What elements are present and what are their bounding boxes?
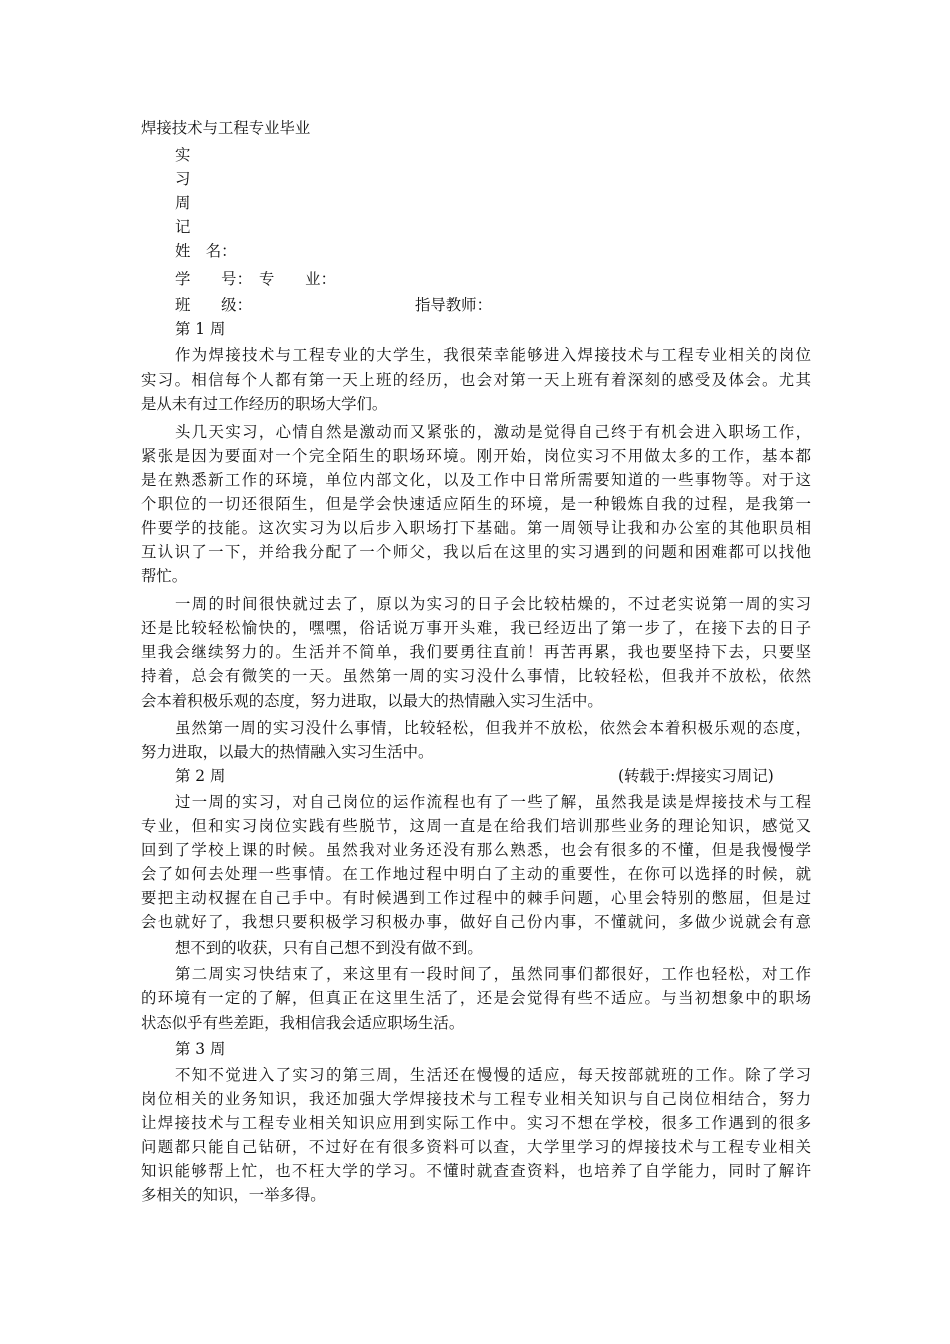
student-id-major-row bbox=[0, 268, 950, 290]
week1-heading: 第 1 周 bbox=[175, 320, 226, 338]
document-title: 焊接技术与工程专业毕业 bbox=[141, 119, 311, 137]
paragraph-line: 虽然第一周的实习没什么事情，比较轻松，但我并不放松，依然会本着积极乐观的态度， bbox=[175, 719, 811, 737]
vertical-title-char: 记 bbox=[175, 218, 191, 236]
paragraph-line: 知识能够帮上忙，也不枉大学的学习。不懂时就查查资料，也培养了自学能力，同时了解许 bbox=[141, 1162, 811, 1180]
paragraph-line: 里我会继续努力的。生活并不简单，我们要勇往直前！再苦再累，我也要坚持下去，只要坚 bbox=[141, 643, 811, 661]
major-field-label: 专 业： bbox=[259, 270, 336, 288]
source-note: (转载于:焊接实习周记) bbox=[618, 767, 774, 785]
paragraph-line: 还是比较轻松愉快的，嘿嘿，俗话说万事开头难，我已经迈出了第一步了，在接下去的日子 bbox=[141, 619, 811, 637]
paragraph-line: 帮忙。 bbox=[141, 567, 188, 585]
week3-heading: 第 3 周 bbox=[175, 1040, 226, 1058]
vertical-title-char: 实 bbox=[175, 146, 191, 164]
paragraph-line: 回到了学校上课的时候。虽然我对业务还没有那么熟悉，也会有很多的不懂，但是我慢慢学 bbox=[141, 841, 811, 859]
paragraph-line: 的环境有一定的了解，但真正在这里生活了，还是会觉得有些不适应。与当初想象中的职场 bbox=[141, 989, 811, 1007]
paragraph-line: 头几天实习，心情自然是激动而又紧张的，激动是觉得自己终于有机会进入职场工作， bbox=[175, 423, 811, 441]
class-field-label: 班 级： bbox=[175, 296, 252, 314]
paragraph-line: 多相关的知识，一举多得。 bbox=[141, 1186, 326, 1204]
paragraph-line: 会也就好了，我想只要积极学习积极办事，做好自己份内事，不懂就问，多做少说就会有意 bbox=[141, 913, 811, 931]
paragraph-line: 不知不觉进入了实习的第三周，生活还在慢慢的适应，每天按部就班的工作。除了学习 bbox=[175, 1066, 811, 1084]
paragraph-line: 互认识了一下，并给我分配了一个师父，我以后在这里的实习遇到的问题和困难都可以找他 bbox=[141, 543, 811, 561]
class-advisor-row bbox=[0, 294, 950, 316]
student-id-field-label: 学 号： bbox=[175, 270, 252, 288]
paragraph-line: 想不到的收获，只有自己想不到没有做不到。 bbox=[175, 939, 483, 957]
paragraph-line: 持着，总会有微笑的一天。虽然第一周的实习没什么事情，比较轻松，但我并不放松，依然 bbox=[141, 667, 811, 685]
paragraph-line: 个职位的一切还很陌生，但是学会快速适应陌生的环境，是一种锻炼自我的过程，是我第一 bbox=[141, 495, 811, 513]
paragraph-line: 过一周的实习，对自己岗位的运作流程也有了一些了解，虽然我是读是焊接技术与工程 bbox=[175, 793, 811, 811]
paragraph-line: 是从未有过工作经历的职场大学们。 bbox=[141, 395, 388, 413]
paragraph-line: 会了如何去处理一些事情。在工作地过程中明白了主动的重要性，在你可以选择的时候，就 bbox=[141, 865, 811, 883]
week2-heading: 第 2 周 bbox=[175, 767, 226, 785]
paragraph-line: 专业，但和实习岗位实践有些脱节，这周一直是在给我们培训那些业务的理论知识，感觉又 bbox=[141, 817, 811, 835]
advisor-field-label: 指导教师： bbox=[415, 296, 492, 314]
paragraph-line: 第二周实习快结束了，来这里有一段时间了，虽然同事们都很好，工作也轻松，对工作 bbox=[175, 965, 811, 983]
paragraph-line: 实习。相信每个人都有第一天上班的经历，也会对第一天上班有着深刻的感受及体会。尤其 bbox=[141, 371, 811, 389]
paragraph-line: 件要学的技能。这次实习为以后步入职场打下基础。第一周领导让我和办公室的其他职员相 bbox=[141, 519, 811, 537]
vertical-title-char: 周 bbox=[175, 194, 191, 212]
paragraph-line: 问题都只能自己钻研，不过好在有很多资料可以查，大学里学习的焊接技术与工程专业相关 bbox=[141, 1138, 811, 1156]
paragraph-line: 让焊接技术与工程专业相关知识应用到实际工作中。实习不想在学校，很多工作遇到的很多 bbox=[141, 1114, 811, 1132]
week2-heading-row bbox=[0, 765, 950, 787]
vertical-title-char: 习 bbox=[175, 170, 191, 188]
paragraph-line: 会本着积极乐观的态度，努力进取，以最大的热情融入实习生活中。 bbox=[141, 692, 603, 710]
paragraph-line: 要把主动权握在自己手中。有时候遇到工作过程中的棘手问题，心里会特别的憋屈，但是过 bbox=[141, 889, 811, 907]
paragraph-line: 是在熟悉新工作的环境，单位内部文化，以及工作中日常所需要知道的一些事物等。对于这 bbox=[141, 471, 811, 489]
paragraph-line: 一周的时间很快就过去了，原以为实习的日子会比较枯燥的，不过老实说第一周的实习 bbox=[175, 595, 811, 613]
paragraph-line: 作为焊接技术与工程专业的大学生，我很荣幸能够进入焊接技术与工程专业相关的岗位 bbox=[175, 346, 811, 364]
paragraph-line: 紧张是因为要面对一个完全陌生的职场环境。刚开始，岗位实习不用做太多的工作，基本都 bbox=[141, 447, 811, 465]
paragraph-line: 状态似乎有些差距，我相信我会适应职场生活。 bbox=[141, 1014, 465, 1032]
paragraph-line: 岗位相关的业务知识，我还加强大学焊接技术与工程专业相关知识与自己岗位相结合，努力 bbox=[141, 1090, 811, 1108]
paragraph-line: 努力进取，以最大的热情融入实习生活中。 bbox=[141, 743, 434, 761]
name-field-label: 姓 名： bbox=[175, 242, 237, 260]
